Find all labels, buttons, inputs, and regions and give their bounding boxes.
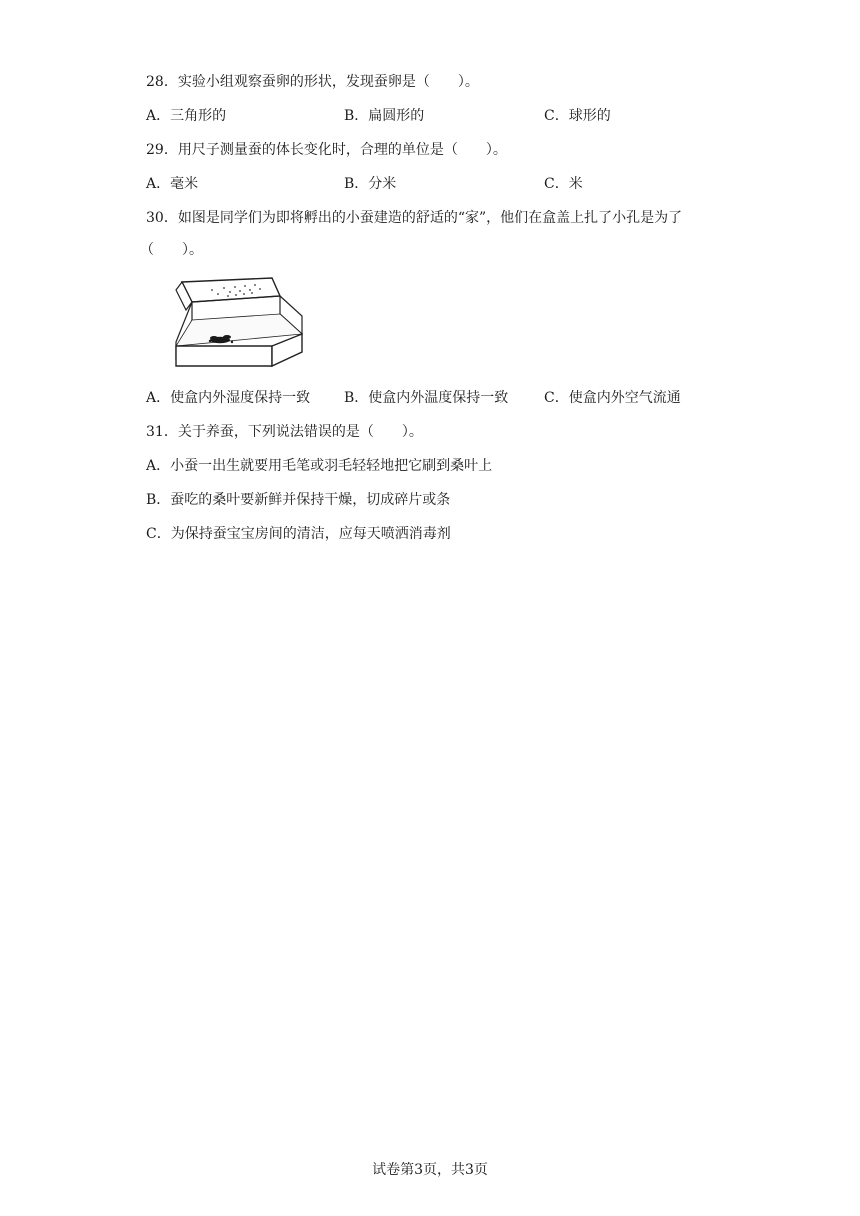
question-30-option-a: A．使盒内外湿度保持一致: [146, 390, 311, 406]
question-29-option-c: C．米: [544, 176, 583, 192]
question-31-option-c: C．为保持蚕宝宝房间的清洁，应每天喷洒消毒剂: [146, 526, 451, 542]
question-30-option-b: B．使盒内外温度保持一致: [344, 390, 509, 406]
question-30-stem-line1: 30．如图是同学们为即将孵出的小蚕建造的舒适的“家”，他们在盒盖上扎了小孔是为了: [146, 210, 683, 226]
question-29-option-a: A．毫米: [146, 176, 199, 192]
question-28-option-c: C．球形的: [544, 108, 611, 124]
question-30-stem-line2: （ ）。: [140, 242, 203, 258]
question-31-stem: 31．关于养蚕，下列说法错误的是（ ）。: [146, 424, 423, 440]
question-30-option-c: C．使盒内外空气流通: [544, 390, 681, 406]
question-28-stem: 28．实验小组观察蚕卵的形状，发现蚕卵是（ ）。: [146, 74, 479, 90]
silkworm-box-figure: [172, 276, 306, 372]
question-31-option-a: A．小蚕一出生就要用毛笔或羽毛轻轻地把它刷到桑叶上: [146, 458, 493, 474]
question-31-option-b: B．蚕吃的桑叶要新鲜并保持干燥，切成碎片或条: [146, 492, 451, 508]
open-box-illustration: [172, 276, 306, 372]
question-29-stem: 29．用尺子测量蚕的体长变化时，合理的单位是（ ）。: [146, 142, 507, 158]
question-28-option-a: A．三角形的: [146, 108, 227, 124]
question-29-option-b: B．分米: [344, 176, 397, 192]
question-28-option-b: B．扁圆形的: [344, 108, 425, 124]
page-footer: 试卷第3页，共3页: [372, 1162, 488, 1178]
